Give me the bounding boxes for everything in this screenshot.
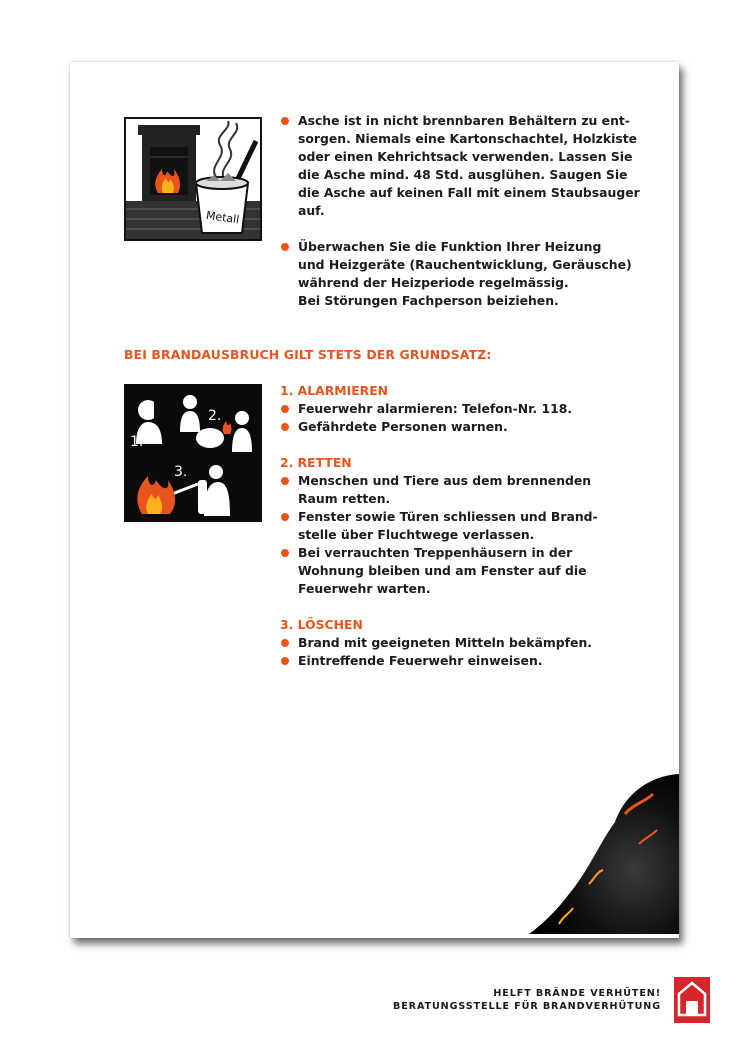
bullet-ash-disposal: Asche ist in nicht brennbaren Behältern zu ent- sorgen. Niemals eine Kartonschachtel, Holzkiste oder einen Kehrichtsack verwenden. Lassen Sie die Asche mind. 48 Std. ausglühen. Saugen Sie die Asche auf keinen Fall mit einem Staubsauger auf. bbox=[280, 112, 660, 220]
list-item: Eintreffende Feuerwehr einweisen. bbox=[280, 652, 660, 670]
step-extinguish bbox=[280, 616, 660, 670]
fire-rule-headline: BEI BRANDAUSBRUCH GILT STETS DER GRUNDSATZ: bbox=[124, 347, 492, 362]
bullet-dot-icon bbox=[281, 243, 289, 251]
bucket-label: Metall bbox=[205, 208, 241, 227]
emergency-steps-illustration bbox=[124, 384, 262, 522]
list-item: Bei verrauchten Treppenhäusern in der Wohnung bleiben und am Fenster auf die Feuerwehr warten. bbox=[280, 544, 660, 598]
bullet-dot-icon bbox=[281, 477, 289, 485]
bullet-dot-icon bbox=[281, 657, 289, 665]
list-item: Feuerwehr alarmieren: Telefon-Nr. 118. bbox=[280, 400, 660, 418]
bullet-dot-icon bbox=[281, 117, 289, 125]
emergency-steps bbox=[280, 382, 660, 670]
document-page bbox=[70, 62, 679, 938]
step-title: 3. LÖSCHEN bbox=[280, 617, 363, 632]
footer bbox=[393, 987, 661, 1013]
ash-disposal-section bbox=[280, 112, 660, 310]
step-alarm bbox=[280, 382, 660, 436]
bullet-dot-icon bbox=[281, 639, 289, 647]
bullet-dot-icon bbox=[281, 423, 289, 431]
step-rescue bbox=[280, 454, 660, 598]
list-item: Fenster sowie Türen schliessen und Brand- stelle über Fluchtwege verlassen. bbox=[280, 508, 660, 544]
list-item: Brand mit geeigneten Mitteln bekämpfen. bbox=[280, 634, 660, 652]
bullet-dot-icon bbox=[281, 405, 289, 413]
bullet-heating-check: Überwachen Sie die Funktion Ihrer Heizung und Heizgeräte (Rauchentwicklung, Geräusche) während der Heizperiode regelmässig. Bei Störungen Fachperson beiziehen. bbox=[280, 238, 660, 310]
bullet-dot-icon bbox=[281, 513, 289, 521]
corner-ember-decoration bbox=[529, 774, 679, 938]
illustration-number-2: 2. bbox=[208, 408, 222, 424]
list-item: Menschen und Tiere aus dem brennenden Raum retten. bbox=[280, 472, 660, 508]
illustration-number-1: 1. bbox=[130, 434, 144, 450]
bullet-dot-icon bbox=[281, 549, 289, 557]
step-title: 1. ALARMIEREN bbox=[280, 383, 389, 398]
spacer bbox=[280, 220, 660, 238]
footer-slogan: HELFT BRÄNDE VERHÜTEN! bbox=[493, 988, 661, 999]
organization-logo bbox=[674, 977, 710, 1027]
footer-organization: BERATUNGSSTELLE FÜR BRANDVERHÜTUNG bbox=[393, 1001, 661, 1012]
list-item: Gefährdete Personen warnen. bbox=[280, 418, 660, 436]
step-title: 2. RETTEN bbox=[280, 455, 352, 470]
fireplace-ash-illustration bbox=[124, 117, 262, 241]
illustration-number-3: 3. bbox=[174, 464, 188, 480]
